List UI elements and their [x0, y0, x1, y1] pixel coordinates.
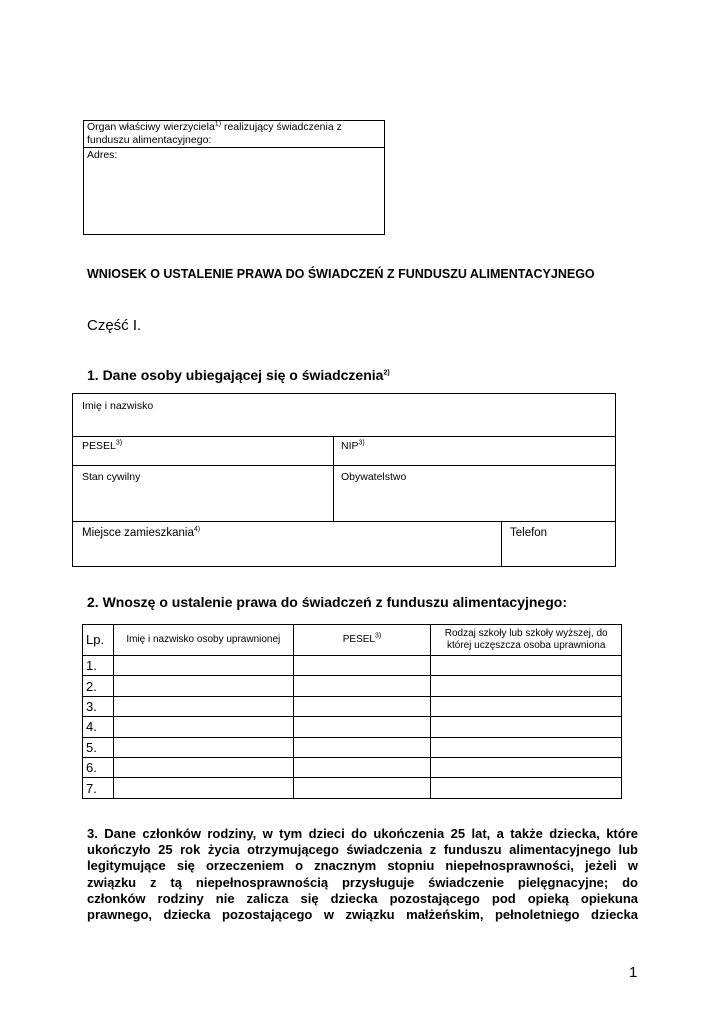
row-number: 5. [83, 737, 114, 757]
row-number: 3. [83, 696, 114, 716]
table-row [83, 676, 622, 696]
nip-field-label: NIP$^{3)}$ [341, 439, 365, 452]
row-number: 2. [83, 676, 114, 696]
form-title: WNIOSEK O USTALENIE PRAWA DO ŚWIADCZEŃ Z FUNDUSZU ALIMENTACYJNEGO [87, 267, 595, 281]
pesel-field-label: PESEL$^{3)}$ [82, 439, 123, 452]
name-field-label: Imię i nazwisko [82, 400, 154, 412]
section2-heading: 2. Wnoszę o ustalenie prawa do świadczeń z funduszu alimentacyjnego: [87, 594, 567, 610]
row-number: 1. [83, 656, 114, 676]
paragraph-line: związku z tą niepełnosprawnością przysługuje świadczenie pielęgnacyjne; do [87, 874, 638, 890]
residence-field-label: Miejsce zamieszkania$^{4)}$ [82, 526, 201, 539]
section3-paragraph [87, 826, 638, 923]
row-number: 4. [83, 717, 114, 737]
organ-box [83, 120, 385, 235]
row-number: 7. [83, 778, 114, 798]
page-number: 1 [629, 964, 638, 981]
col-lp: Lp. [83, 625, 114, 656]
paragraph-line: legitymujące się orzeczeniem o znacznym stopniu niepełnosprawności, jeżeli w [87, 858, 638, 874]
col-school: Rodzaj szkoły lub szkoły wyższej, do której uczęszcza osoba uprawniona [431, 625, 622, 656]
table-row [83, 757, 622, 777]
beneficiaries-table [82, 624, 622, 799]
table-header-row [83, 625, 622, 656]
part-heading: Część I. [87, 317, 142, 334]
civil-status-field-label: Stan cywilny [82, 471, 141, 483]
paragraph-line: ukończyło 25 rok życia otrzymującego świadczenia z funduszu alimentacyjnego lub [87, 842, 638, 858]
row-number: 6. [83, 757, 114, 777]
table-row [83, 656, 622, 676]
organ-divider [84, 147, 384, 148]
paragraph-line: członków rodziny nie zalicza się dziecka pozostającego pod opieką opiekuna [87, 890, 638, 906]
paragraph-line: 3. Dane członków rodziny, w tym dzieci do ukończenia 25 lat, a także dziecka, które [87, 826, 638, 841]
citizenship-field-label: Obywatelstwo [341, 471, 407, 483]
table-row [83, 717, 622, 737]
col-pesel: PESEL$^{3)}$ [293, 625, 431, 656]
table-row [83, 696, 622, 716]
applicant-data-table [72, 393, 616, 567]
col-name: Imię i nazwisko osoby uprawnionej [113, 625, 293, 656]
paragraph-line: prawnego, dziecka pozostającego w związku małżeńskim, pełnoletniego dziecka [87, 907, 638, 923]
organ-label: Organ właściwy wierzyciela$^{1)}$ realizujący świadczenia z funduszu alimentacyjnego: [87, 120, 342, 146]
table-row [83, 737, 622, 757]
organ-address-label: Adres: [87, 149, 118, 161]
phone-field-label: Telefon [510, 527, 548, 539]
section1-heading: 1. Dane osoby ubiegającej się o świadczenia$^{2)}$ [87, 367, 390, 383]
table-row [83, 778, 622, 798]
